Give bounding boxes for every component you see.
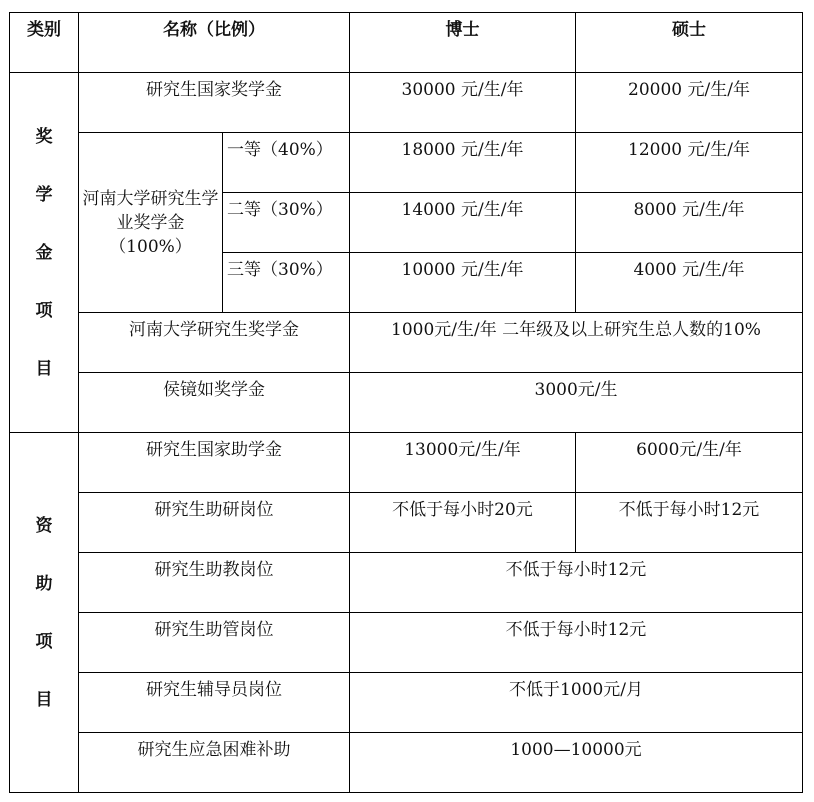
academic-level-phd: 10000 元/生/年 [350,253,576,313]
research-assistant-master: 不低于每小时12元 [576,493,803,553]
category-scholarship [10,73,79,433]
header-category: 类别 [10,13,79,73]
teaching-assistant-name: 研究生助教岗位 [79,553,350,613]
header-phd: 博士 [350,13,576,73]
research-assistant-phd: 不低于每小时20元 [350,493,576,553]
category-char: 助 [35,573,53,594]
category-char: 项 [35,631,53,652]
academic-level-master: 8000 元/生/年 [576,193,803,253]
table-row [10,133,803,193]
management-assistant-value: 不低于每小时12元 [350,613,803,673]
category-char: 金 [35,242,53,263]
table-row [10,673,803,733]
category-char: 学 [35,184,53,205]
academic-level-phd: 18000 元/生/年 [350,133,576,193]
scholarship-aid-table [9,12,803,793]
category-char: 资 [35,515,53,536]
national-grant-master: 6000元/生/年 [576,433,803,493]
table-row [10,73,803,133]
henu-scholarship-name: 河南大学研究生奖学金 [79,313,350,373]
table-row [10,373,803,433]
category-char: 目 [35,689,53,710]
national-scholarship-master: 20000 元/生/年 [576,73,803,133]
management-assistant-name: 研究生助管岗位 [79,613,350,673]
category-aid [10,433,79,793]
national-scholarship-name: 研究生国家奖学金 [79,73,350,133]
academic-level: 二等（30%） [223,193,350,253]
academic-level: 一等（40%） [223,133,350,193]
header-row [10,13,803,73]
table-row [10,313,803,373]
header-name: 名称（比例） [79,13,350,73]
category-char: 项 [35,300,53,321]
national-scholarship-phd: 30000 元/生/年 [350,73,576,133]
academic-scholarship-name: 河南大学研究生学业奖学金（100%） [79,133,223,313]
teaching-assistant-value: 不低于每小时12元 [350,553,803,613]
table-row [10,493,803,553]
academic-level-master: 4000 元/生/年 [576,253,803,313]
hou-scholarship-name: 侯镜如奖学金 [79,373,350,433]
table-row [10,733,803,793]
category-char: 奖 [35,126,53,147]
research-assistant-name: 研究生助研岗位 [79,493,350,553]
table-row [10,433,803,493]
counselor-value: 不低于1000元/月 [350,673,803,733]
emergency-aid-name: 研究生应急困难补助 [79,733,350,793]
header-master: 硕士 [576,13,803,73]
academic-level-master: 12000 元/生/年 [576,133,803,193]
counselor-name: 研究生辅导员岗位 [79,673,350,733]
academic-level: 三等（30%） [223,253,350,313]
henu-scholarship-value: 1000元/生/年 二年级及以上研究生总人数的10% [350,313,803,373]
table-row [10,553,803,613]
emergency-aid-value: 1000—10000元 [350,733,803,793]
national-grant-phd: 13000元/生/年 [350,433,576,493]
category-char: 目 [35,358,53,379]
hou-scholarship-value: 3000元/生 [350,373,803,433]
academic-level-phd: 14000 元/生/年 [350,193,576,253]
table-row [10,613,803,673]
national-grant-name: 研究生国家助学金 [79,433,350,493]
